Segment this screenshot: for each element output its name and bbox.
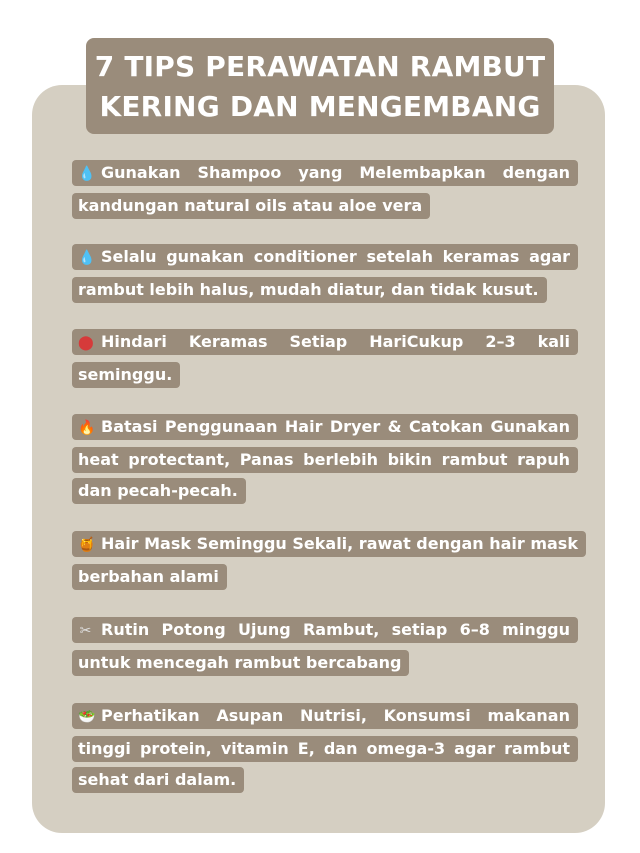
water-drop-icon: 💧	[78, 250, 96, 266]
tip-highlight	[72, 414, 578, 504]
tip-heat-tools	[72, 411, 578, 506]
salad-icon: 🥗	[78, 709, 96, 725]
tip-hair-mask	[72, 528, 578, 592]
tip-highlight	[72, 244, 578, 303]
tip-highlight	[72, 617, 578, 676]
tip-text: Hindari Keramas Setiap HariCukup 2–3 kali seminggu.	[78, 332, 570, 384]
tip-shampoo	[72, 157, 578, 221]
page-title	[86, 38, 554, 134]
tip-highlight	[72, 703, 578, 793]
stop-sign-icon: ⬤	[78, 335, 94, 351]
tip-text: Gunakan Shampoo yang Melembapkan dengan kandungan natural oils atau aloe vera	[78, 163, 570, 215]
tip-text: Hair Mask Seminggu Sekali, rawat dengan hair mask berbahan alami	[78, 534, 578, 586]
tip-avoid-daily-wash	[72, 326, 578, 390]
tip-nutrition	[72, 700, 578, 795]
tip-trim-ends	[72, 614, 578, 678]
water-drop-icon: 💧	[78, 166, 96, 182]
tip-highlight	[72, 160, 578, 219]
tip-text: Rutin Potong Ujung Rambut, setiap 6–8 minggu untuk mencegah rambut bercabang	[78, 620, 570, 672]
tip-highlight	[72, 531, 586, 590]
honey-pot-icon: 🍯	[78, 537, 96, 553]
tip-conditioner	[72, 241, 578, 305]
fire-icon: 🔥	[78, 420, 96, 436]
title-line-1: 7 TIPS PERAWATAN RAMBUT	[94, 50, 546, 83]
title-line-2: KERING DAN MENGEMBANG	[99, 90, 541, 123]
tip-text: Batasi Penggunaan Hair Dryer & Catokan Gunakan heat protectant, Panas berlebih bikin rambut rapuh dan pecah-pecah.	[78, 417, 570, 500]
scissors-icon: ✂	[79, 623, 92, 639]
tip-text: Selalu gunakan conditioner setelah keramas agar rambut lebih halus, mudah diatur, dan tidak kusut.	[78, 247, 570, 299]
tip-highlight	[72, 329, 578, 388]
tip-text: Perhatikan Asupan Nutrisi, Konsumsi makanan tinggi protein, vitamin E, dan omega-3 agar rambut sehat dari dalam.	[78, 706, 570, 789]
